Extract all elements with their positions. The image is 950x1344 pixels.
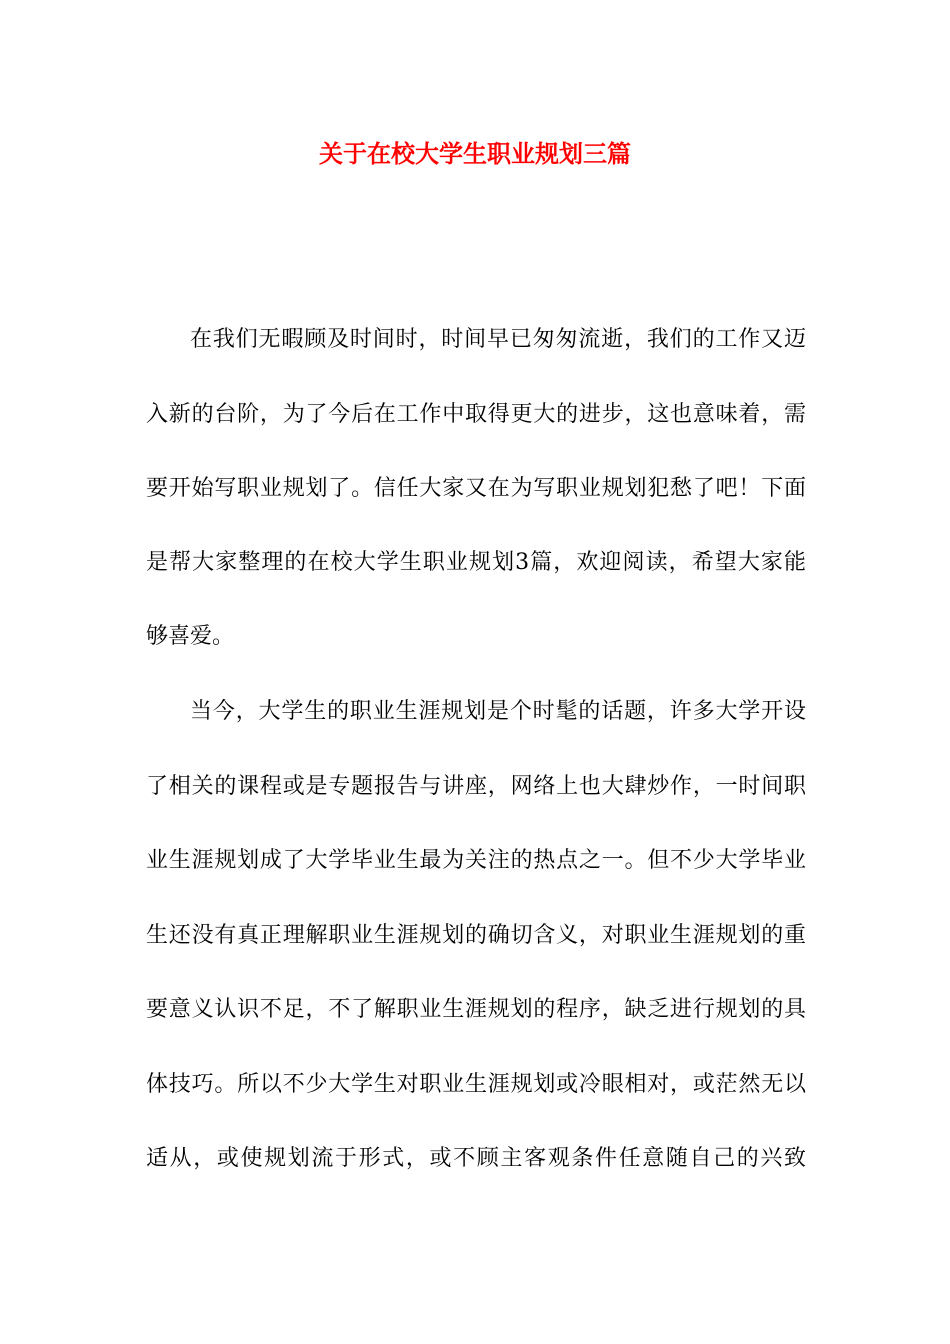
paragraph-1-line-4: 是帮大家整理的在校大学生职业规划3篇，欢迎阅读，希望大家能 bbox=[146, 550, 806, 575]
document-title: 关于在校大学生职业规划三篇 bbox=[319, 139, 631, 168]
paragraph-2-line-7: 适从，或使规划流于形式，或不顾主客观条件任意随自己的兴致 bbox=[146, 1146, 806, 1171]
paragraph-2-line-1: 当今，大学生的职业生涯规划是个时髦的话题，许多大学开设 bbox=[190, 699, 806, 724]
paragraph-2-line-4: 生还没有真正理解职业生涯规划的确切含义，对职业生涯规划的重 bbox=[146, 923, 806, 948]
paragraph-1-line-3: 要开始写职业规划了。信任大家又在为写职业规划犯愁了吧！下面 bbox=[146, 476, 806, 501]
paragraph-2-line-6: 体技巧。所以不少大学生对职业生涯规划或冷眼相对，或茫然无以 bbox=[146, 1072, 806, 1097]
paragraph-1-line-1: 在我们无暇顾及时间时，时间早已匆匆流逝，我们的工作又迈 bbox=[190, 327, 806, 352]
paragraph-2-line-5: 要意义认识不足，不了解职业生涯规划的程序，缺乏进行规划的具 bbox=[146, 997, 806, 1022]
paragraph-1-line-2: 入新的台阶，为了今后在工作中取得更大的进步，这也意味着，需 bbox=[146, 402, 806, 427]
paragraph-2-line-3: 业生涯规划成了大学毕业生最为关注的热点之一。但不少大学毕业 bbox=[146, 848, 806, 873]
paragraph-2-line-2: 了相关的课程或是专题报告与讲座，网络上也大肆炒作，一时间职 bbox=[146, 774, 806, 799]
paragraph-1-line-5: 够喜爱。 bbox=[146, 624, 235, 649]
